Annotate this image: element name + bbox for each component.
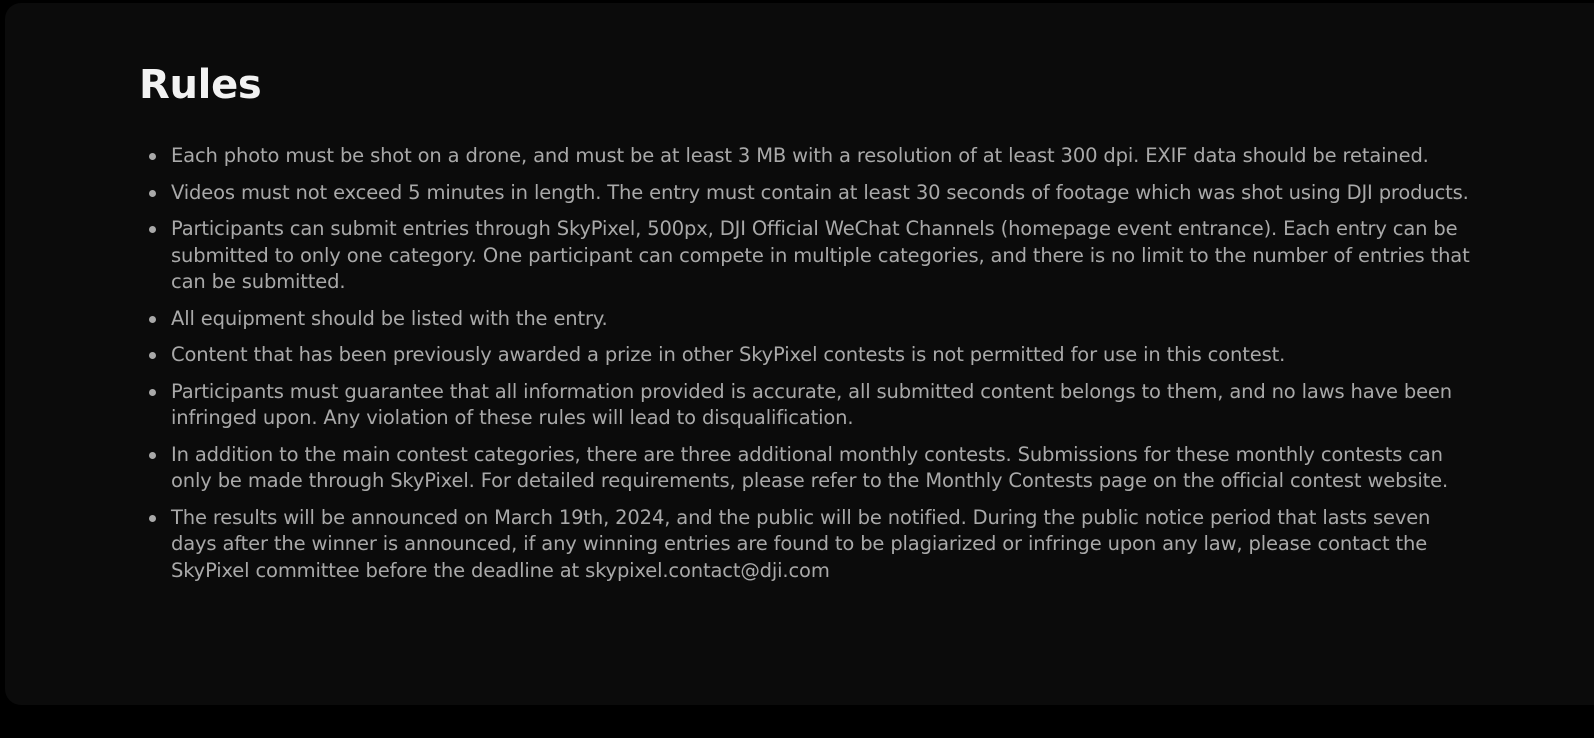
bullet-icon	[149, 316, 156, 323]
section-title: Rules	[139, 62, 262, 108]
rule-text: The results will be announced on March 19th, 2024, and the public will be notified. During the public notice period that lasts seven days after the winner is announced, if any winning entries are found to be plagiarized or infringe upon any law, please contact the SkyPixel committee before the deadline at skypixel.contact@dji.com	[171, 505, 1431, 582]
rule-text: Participants must guarantee that all information provided is accurate, all submitted content belongs to them, and no laws have been infringed upon. Any violation of these rules will lead to disqualification.	[171, 379, 1452, 429]
rule-item	[171, 505, 1479, 585]
bullet-icon	[149, 515, 156, 522]
rule-text: Videos must not exceed 5 minutes in length. The entry must contain at least 30 seconds of footage which was shot using DJI products.	[171, 180, 1469, 204]
bullet-icon	[149, 153, 156, 160]
rule-item	[171, 216, 1479, 296]
rule-item	[171, 442, 1479, 495]
bullet-icon	[149, 452, 156, 459]
rule-text: Each photo must be shot on a drone, and must be at least 3 MB with a resolution of at least 300 dpi. EXIF data should be retained.	[171, 144, 1429, 167]
rule-item	[171, 379, 1479, 432]
rules-panel	[5, 3, 1594, 705]
rule-item	[171, 143, 1479, 170]
rule-text: In addition to the main contest categories, there are three additional monthly contests. Submissions for these monthly contests can only be made through SkyPixel. For detailed requirements, please refer to the Monthly Contests page on the official contest website.	[171, 442, 1448, 492]
rule-text: All equipment should be listed with the entry.	[171, 306, 608, 330]
rule-text: Content that has been previously awarded a prize in other SkyPixel contests is not permitted for use in this contest.	[171, 343, 1286, 366]
rule-item	[171, 180, 1479, 207]
bullet-icon	[149, 226, 156, 233]
rule-text: Participants can submit entries through SkyPixel, 500px, DJI Official WeChat Channels (homepage event entrance). Each entry can be submitted to only one category. One participant can compete in multiple categories, and there is no limit to the number of entries that can be submitted.	[171, 217, 1470, 293]
bullet-icon	[149, 190, 156, 197]
bullet-icon	[149, 389, 156, 396]
rules-list	[139, 143, 1479, 584]
rule-item	[171, 306, 1479, 333]
rule-item	[171, 342, 1479, 369]
bullet-icon	[149, 352, 156, 359]
rules-section	[139, 57, 1479, 594]
